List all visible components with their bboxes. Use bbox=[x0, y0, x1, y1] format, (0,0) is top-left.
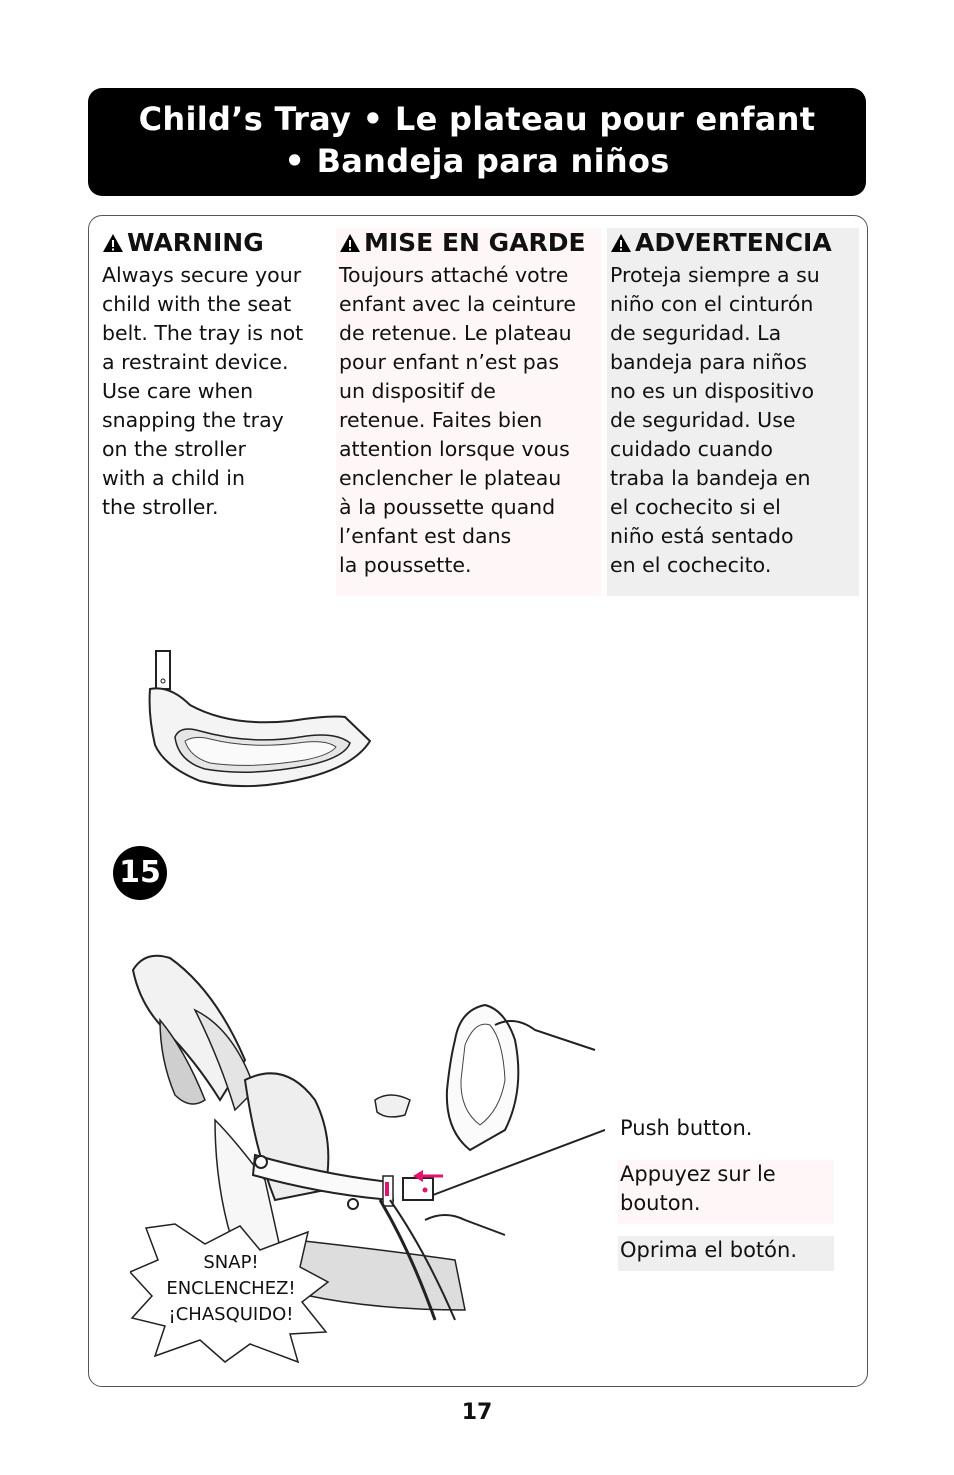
warning-french bbox=[336, 228, 601, 596]
warning-text-es: Proteja siempre a su niño con el cinturón de seguridad. La bandeja para niños no es un dispositivo de seguridad. Use cuidado cuando traba la bandeja en el cochecito si el niño está sentado en el cochecito. bbox=[610, 263, 820, 577]
push-button-label-es: Oprima el botón. bbox=[618, 1236, 834, 1271]
warning-heading-fr: MISE EN GARDE bbox=[339, 228, 601, 257]
warning-spanish bbox=[607, 228, 859, 596]
section-title-line2: • Bandeja para niños bbox=[284, 142, 670, 180]
warning-heading-es: ADVERTENCIA bbox=[610, 228, 859, 257]
warning-text-fr: Toujours attaché votre enfant avec la ceinture de retenue. Le plateau pour enfant n’est pas un dispositif de retenue. Faites bien attention lorsque vous enclencher le plateau à la poussette quand l’enfant est dans la poussette. bbox=[339, 263, 576, 577]
push-button-label-fr: Appuyez sur le bouton. bbox=[618, 1160, 834, 1224]
section-header bbox=[88, 88, 866, 196]
section-title-line1: Child’s Tray • Le plateau pour enfant bbox=[138, 100, 816, 138]
tray-illustration bbox=[140, 645, 380, 795]
warning-english bbox=[102, 228, 327, 522]
step-number-badge: 15 bbox=[113, 846, 167, 900]
warning-text-en: Always secure your child with the seat belt. The tray is not a restraint device. Use care when snapping the tray on the stroller with a child in the stroller. bbox=[102, 263, 304, 519]
warning-heading-en: WARNING bbox=[102, 228, 327, 257]
warning-triangle-icon bbox=[102, 233, 124, 253]
page-number: 17 bbox=[461, 1400, 493, 1425]
push-button-label-en: Push button. bbox=[620, 1116, 753, 1140]
warning-triangle-icon bbox=[610, 233, 632, 253]
warning-triangle-icon bbox=[339, 233, 361, 253]
snap-text: SNAP! ENCLENCHEZ! ¡CHASQUIDO! bbox=[166, 1252, 296, 1325]
